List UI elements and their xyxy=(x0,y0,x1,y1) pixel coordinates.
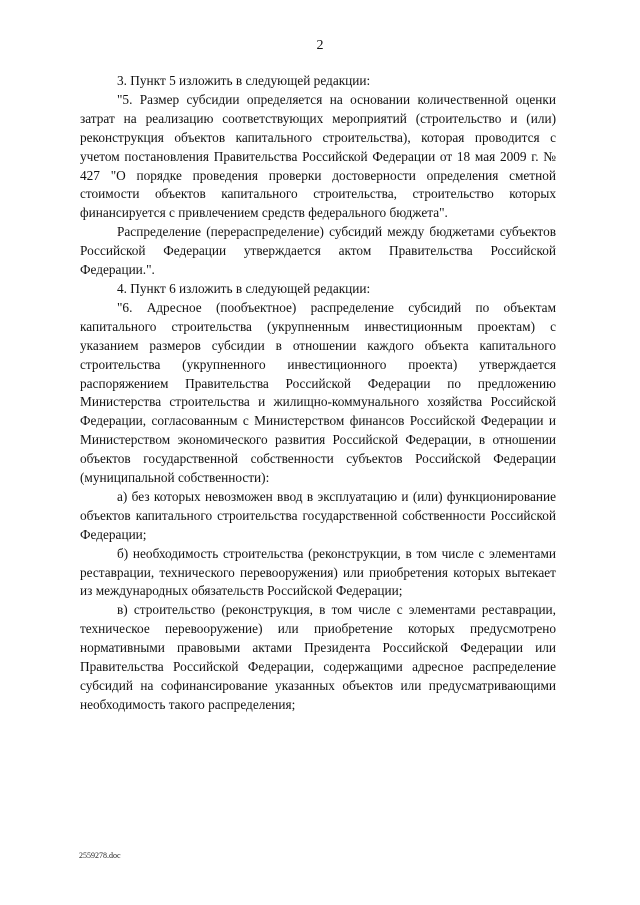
document-body xyxy=(80,72,556,715)
paragraph-item-3: 3. Пункт 5 изложить в следующей редакции: xyxy=(117,73,371,88)
paragraph-subitem-a: а) без которых невозможен ввод в эксплуатацию и (или) функционирование объектов капитального строительства государственной собственности Российской Федерации; xyxy=(80,488,556,542)
paragraph-item-4: 4. Пункт 6 изложить в следующей редакции: xyxy=(117,280,371,296)
paragraph-point-5-text: "5. Размер субсидии определяется на основании количественной оценки затрат на реализацию соответствующих мероприятий (строительство и (или) реконструкция объектов капитального строительства), которая проводится с учетом постановления Правительства Российской Федерации от 18 мая 2009 г. № 427 "О порядке проведения проверки достоверности определения сметной стоимости объектов капитального строительства, строительство которых финансируется с привлечением средств федерального бюджета". xyxy=(80,91,556,221)
footer-filename: 2559278.doc xyxy=(79,851,121,860)
paragraph-distribution: Распределение (перераспределение) субсидий между бюджетами субъектов Российской Федерации утверждается актом Правительства Российской Федерации.". xyxy=(80,224,556,278)
page-number: 2 xyxy=(316,38,324,53)
paragraph-point-6-text: "6. Адресное (пообъектное) распределение субсидий по объектам капитального строительства (укрупненным инвестиционным проектам) с указанием размеров субсидии в отношении каждого объекта капитального строительства (укрупненного инвестиционного проекта) утверждается распоряжением Правительства Российской Федерации по предложению Министерства строительства и жилищно-коммунального хозяйства Российской Федерации, согласованным с Министерством финансов Российской Федерации и Министерством экономического развития Российской Федерации, в отношении объектов государственной собственности субъектов Российской Федерации (муниципальной собственности): xyxy=(80,299,556,486)
paragraph-subitem-b: б) необходимость строительства (реконструкции, в том числе с элементами реставрации, технического перевооружения) или приобретения которых вытекает из международных обязательств Российской Федерации; xyxy=(80,545,556,599)
paragraph-subitem-v: в) строительство (реконструкция, в том числе с элементами реставрации, техническое перевооружение) или приобретение которых предусмотрено нормативными правовыми актами Президента Российской Федерации или Правительства Российской Федерации, содержащими адресное распределение субсидий на софинансирование указанных объектов или предусматривающими необходимость такого распределения; xyxy=(80,602,556,712)
